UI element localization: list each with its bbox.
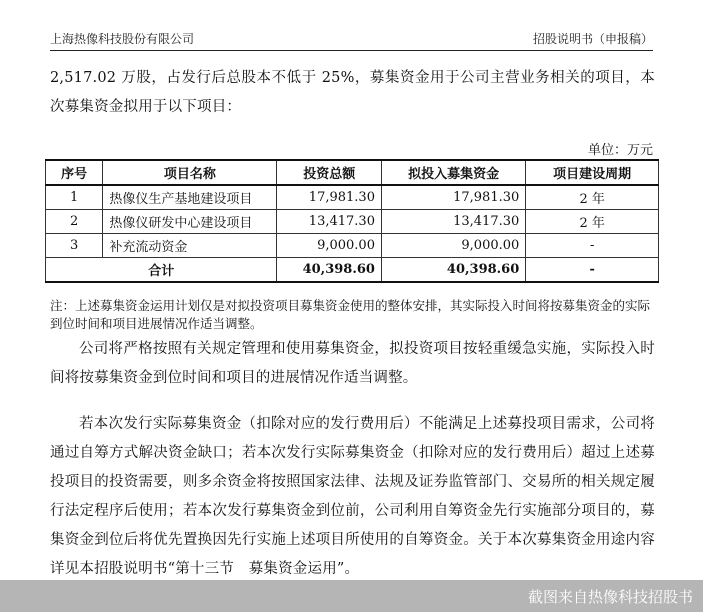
row-total-investment: 9,000.00	[277, 234, 382, 258]
header-project-name: 项目名称	[103, 160, 277, 185]
total-period: -	[526, 258, 659, 283]
header-total-investment: 投资总额	[277, 160, 382, 185]
row-raised-funds: 9,000.00	[381, 234, 525, 258]
row-total-investment: 17,981.30	[277, 185, 382, 210]
row-period: -	[526, 234, 659, 258]
row-index: 3	[46, 234, 103, 258]
row-raised-funds: 13,417.30	[381, 210, 525, 234]
header-index: 序号	[46, 160, 103, 185]
table-row	[46, 185, 659, 210]
row-raised-funds: 17,981.30	[381, 185, 525, 210]
row-project-name: 补充流动资金	[103, 234, 277, 258]
header-construction-period: 项目建设周期	[526, 160, 659, 185]
funding-gap-paragraph: 若本次发行实际募集资金（扣除对应的发行费用后）不能满足上述募投项目需求，公司将通过自筹方式解决资金缺口；若本次发行实际募集资金（扣除对应的发行费用后）超过上述募投项目的投资需要，则多余资金将按照国家法律、法规及证券监管部门、交易所的相关规定履行法定程序后使用；若本次发行募集资金到位前，公司利用自筹资金先行实施部分项目的，募集资金到位后将优先置换因先行实施上述项目所使用的自筹资金。关于本次募集资金用途内容详见本招股说明书“第十三节 募集资金运用”。	[50, 416, 655, 577]
management-paragraph: 公司将严格按照有关规定管理和使用募集资金，拟投资项目按轻重缓急实施，实际投入时间将按募集资金到位时间和项目的进展情况作适当调整。	[50, 341, 655, 386]
source-watermark-bar	[0, 580, 703, 612]
row-period: 2 年	[526, 210, 659, 234]
table-header-row	[46, 160, 659, 185]
row-project-name: 热像仪研发中心建设项目	[103, 210, 277, 234]
row-index: 1	[46, 185, 103, 210]
header-raised-funds: 拟投入募集资金	[381, 160, 525, 185]
table-unit: 单位：万元	[587, 143, 653, 158]
row-period: 2 年	[526, 185, 659, 210]
page-header	[50, 28, 653, 51]
watermark-text: 截图来自热像科技招股书	[527, 588, 693, 606]
total-label: 合计	[46, 258, 277, 283]
table-row	[46, 210, 659, 234]
table-row	[46, 234, 659, 258]
investment-projects-table	[45, 159, 659, 283]
total-raised-funds: 40,398.60	[381, 258, 525, 283]
intro-paragraph: 2,517.02 万股，占发行后总股本不低于 25%，募集资金用于公司主营业务相关的项目，本次募集资金拟用于以下项目：	[50, 70, 655, 115]
row-index: 2	[46, 210, 103, 234]
table-note: 注：上述募集资金运用计划仅是对拟投资项目募集资金使用的整体安排，其实际投入时间将按募集资金的实际到位时间和项目进展情况作适当调整。	[50, 298, 651, 331]
company-name: 上海热像科技股份有限公司	[50, 32, 195, 46]
document-title: 招股说明书（申报稿）	[532, 32, 653, 46]
row-total-investment: 13,417.30	[277, 210, 382, 234]
table-total-row	[46, 258, 659, 283]
row-project-name: 热像仪生产基地建设项目	[103, 185, 277, 210]
total-investment: 40,398.60	[277, 258, 382, 283]
